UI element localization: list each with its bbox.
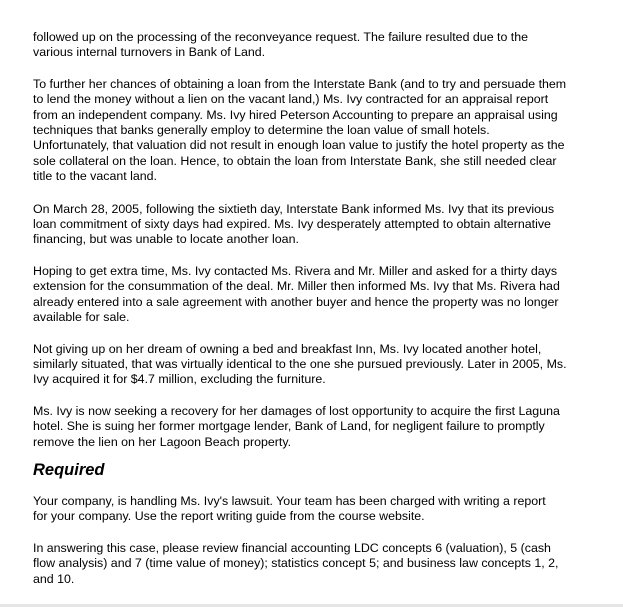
document-page: [33, 30, 613, 587]
paragraph-appraisal-report: To further her chances of obtaining a loan from the Interstate Bank (and to try and persuade them to lend the money without a lien on the vacant land,) Ms. Ivy contracted for an appraisal report from an independent company. Ms. Ivy hired Peterson Accounting to prepare an appraisal using techniques that banks generally employ to determine the loan value of small hotels. Unfortunately, that valuation did not result in enough loan value to justify the hotel property as the sole collateral on the loan. Hence, to obtain the loan from Interstate Bank, she still needed clear title to the vacant land.: [33, 76, 567, 184]
paragraph-extension-request: Hoping to get extra time, Ms. Ivy contacted Ms. Rivera and Mr. Miller and asked for a thirty days extension for the consummation of the deal. Mr. Miller then informed Ms. Ivy that Ms. Rivera had already entered into a sale agreement with another buyer and hence the property was no longer available for sale.: [33, 263, 560, 325]
paragraph-another-hotel: Not giving up on her dream of owning a bed and breakfast Inn, Ms. Ivy located another hotel, similarly situated, that was virtually identical to the one she pursued previously. Later in 2005, Ms. Ivy acquired it for $4.7 million, excluding the furniture.: [33, 341, 567, 387]
paragraph-recovery-damages: Ms. Ivy is now seeking a recovery for her damages of lost opportunity to acquire the first Laguna hotel. She is suing her former mortgage lender, Bank of Land, for negligent failure to promptly remove the lien on her Lagoon Beach property.: [33, 403, 560, 449]
paragraph-required-concepts: In answering this case, please review financial accounting LDC concepts 6 (valuation), 5 (cash flow analysis) and 7 (time value of money); statistics concept 5; and business law concepts 1, 2, and 10.: [33, 540, 559, 586]
paragraph-loan-commitment-expired: On March 28, 2005, following the sixtieth day, Interstate Bank informed Ms. Ivy that its previous loan commitment of sixty days had expired. Ms. Ivy desperately attempted to obtain alternative financing, but was unable to locate another loan.: [33, 201, 555, 247]
paragraph-required-report: Your company, is handling Ms. Ivy's lawsuit. Your team has been charged with writing a report for your company. Use the report writing guide from the course website.: [33, 493, 546, 524]
paragraph-reconveyance-followup: followed up on the processing of the reconveyance request. The failure resulted due to the various internal turnovers in Bank of Land.: [33, 30, 529, 60]
required-heading: Required: [33, 460, 105, 479]
